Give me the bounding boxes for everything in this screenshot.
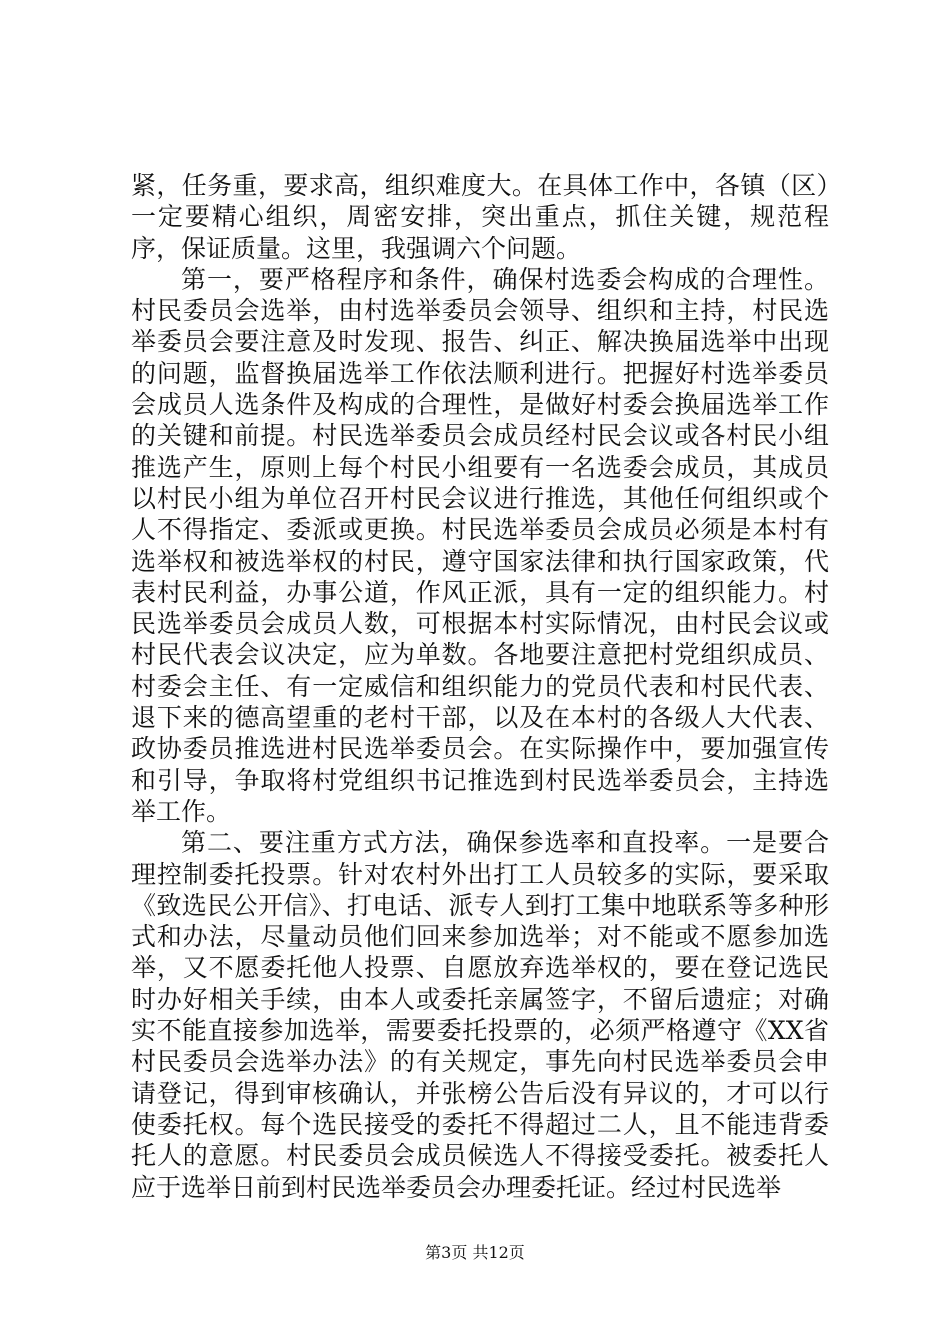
paragraph-second-point: 第二、要注重方式方法，确保参选率和直投率。一是要合理控制委托投票。针对农村外出打工人员较多的实际，要采取《致选民公开信》、打电话、派专人到打工集中地联系等多种形式和办法，尽量动员他们回来参加选举；对不能或不愿参加选举，又不愿委托他人投票、自愿放弃选举权的，要在登记选民时办好相关手续，由本人或委托亲属签字，不留后遗症；对确实不能直接参加选举，需要委托投票的，必须严格遵守《XX省村民委员会选举办法》的有关规定，事先向村民选举委员会申请登记，得到审核确认，并张榜公告后没有异议的，才可以行使委托权。每个选民接受的委托不得超过二人，且不能违背委托人的意愿。村民委员会成员候选人不得接受委托。被委托人应于选举日前到村民选举委员会办理委托证。经过村民选举	[131, 828, 829, 1202]
body-text	[131, 170, 829, 1203]
paragraph-first-point: 第一，要严格程序和条件，确保村选委会构成的合理性。村民委员会选举，由村选举委员会领导、组织和主持，村民选举委员会要注意及时发现、报告、纠正、解决换届选举中出现的问题，监督换届选举工作依法顺利进行。把握好村选举委员会成员人选条件及构成的合理性，是做好村委会换届选举工作的关键和前提。村民选举委员会成员经村民会议或各村民小组推选产生，原则上每个村民小组要有一名选委会成员，其成员以村民小组为单位召开村民会议进行推选，其他任何组织或个人不得指定、委派或更换。村民选举委员会成员必须是本村有选举权和被选举权的村民，遵守国家法律和执行国家政策，代表村民利益，办事公道，作风正派，具有一定的组织能力。村民选举委员会成员人数，可根据本村实际情况，由村民会议或村民代表会议决定，应为单数。各地要注意把村党组织成员、村委会主任、有一定威信和组织能力的党员代表和村民代表、退下来的德高望重的老村干部，以及在本村的各级人大代表、政协委员推选进村民选举委员会。在实际操作中，要加强宣传和引导，争取将村党组织书记推选到村民选举委员会，主持选举工作。	[131, 264, 829, 826]
page-number-footer: 第3页 共12页	[425, 1243, 525, 1262]
paragraph-continuation: 紧，任务重，要求高，组织难度大。在具体工作中，各镇（区）一定要精心组织，周密安排，突出重点，抓住关键，规范程序，保证质量。这里，我强调六个问题。	[131, 171, 829, 263]
